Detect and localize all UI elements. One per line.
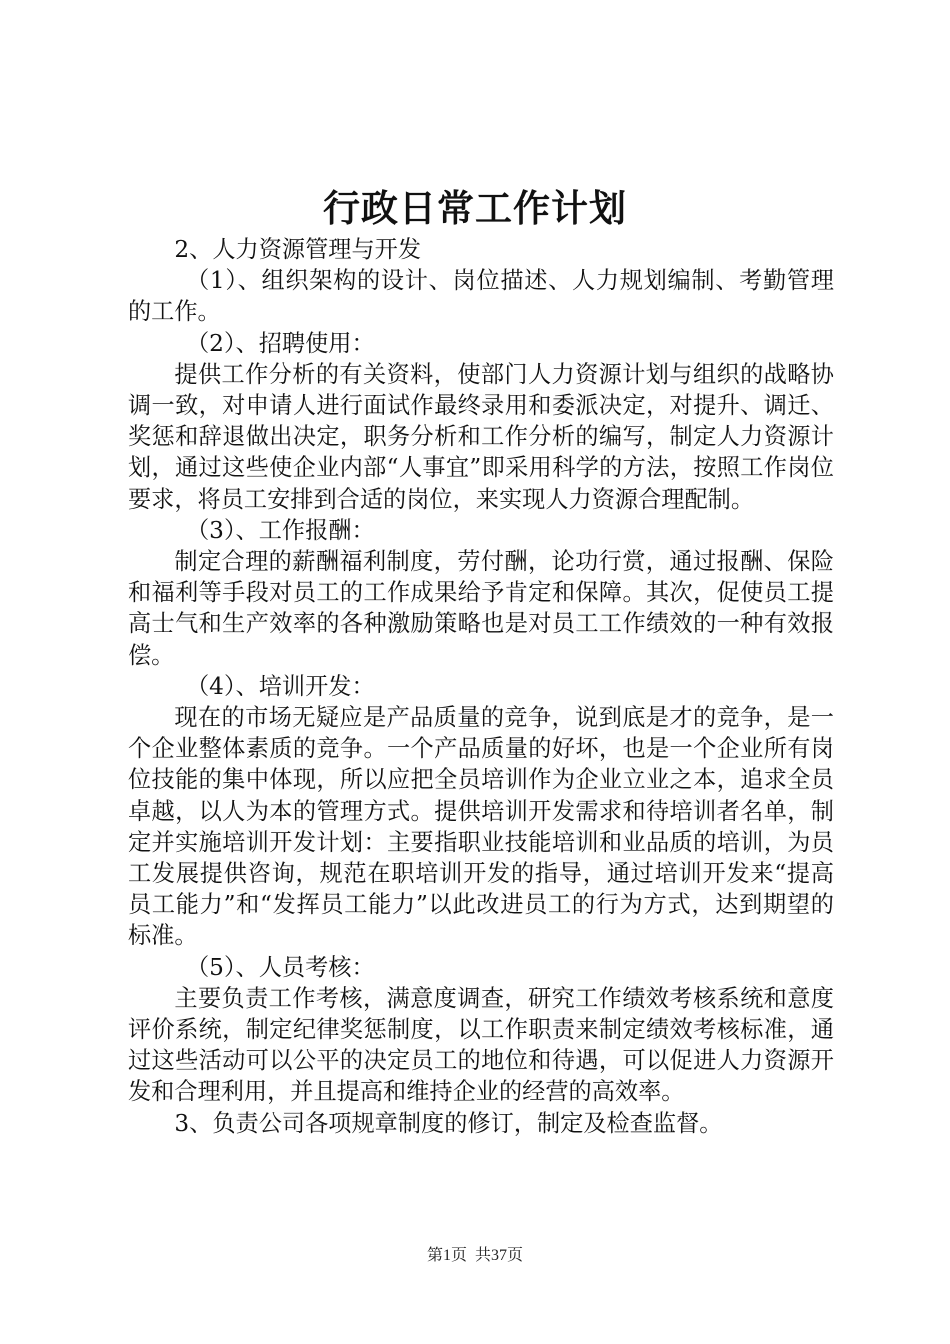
subsection-heading: （3）、工作报酬： <box>186 516 375 544</box>
document-body <box>128 234 834 1139</box>
body-paragraph: 提供工作分析的有关资料，使部门人力资源计划与组织的战略协调一致，对申请人进行面试作最终录用和委派决定，对提升、调迁、奖惩和辞退做出决定，职务分析和工作分析的编写，制定人力资源计划，通过这些使企业内部“人事宜”即采用科学的方法，按照工作岗位要求，将员工安排到合适的岗位，来实现人力资源合理配制。 <box>128 360 834 513</box>
body-paragraph: 制定合理的薪酬福利制度，劳付酬，论功行赏，通过报酬、保险和福利等手段对员工的工作成果给予肯定和保障。其次，促使员工提高士气和生产效率的各种激励策略也是对员工工作绩效的一种有效报偿。 <box>128 548 834 669</box>
section-heading: 2、人力资源管理与开发 <box>174 236 422 263</box>
body-paragraph: 主要负责工作考核，满意度调查，研究工作绩效考核系统和意度评价系统，制定纪律奖惩制度，以工作职责来制定绩效考核标准，通过这些活动可以公平的决定员工的地位和待遇，可以促进人力资源开发和合理利用，并且提高和维持企业的经营的高效率。 <box>128 984 834 1106</box>
page-number: 第1页 <box>426 1247 467 1264</box>
subsection-paragraph: （1）、组织架构的设计、岗位描述、人力规划编制、考勤管理的工作。 <box>128 267 834 326</box>
document-title: 行政日常工作计划 <box>323 186 627 230</box>
page-total: 共37页 <box>475 1247 524 1264</box>
page-footer <box>0 1242 950 1265</box>
body-paragraph: 现在的市场无疑应是产品质量的竞争，说到底是才的竞争，是一个企业整体素质的竞争。一个产品质量的好坏，也是一个企业所有岗位技能的集中体现，所以应把全员培训作为企业立业之本，追求全员卓越，以人为本的管理方式。提供培训开发需求和待培训者名单，制定并实施培训开发计划：主要指职业技能培训和业品质的培训，为员工发展提供咨询，规范在职培训开发的指导，通过培训开发来“提高员工能力”和“发挥员工能力”以此改进员工的行为方式，达到期望的标准。 <box>128 704 834 950</box>
subsection-heading: （4）、培训开发： <box>186 672 375 700</box>
subsection-heading: （2）、招聘使用： <box>186 329 375 357</box>
section-heading: 3、负责公司各项规章制度的修订，制定及检查监督。 <box>174 1109 723 1137</box>
subsection-heading: （5）、人员考核： <box>186 953 375 981</box>
